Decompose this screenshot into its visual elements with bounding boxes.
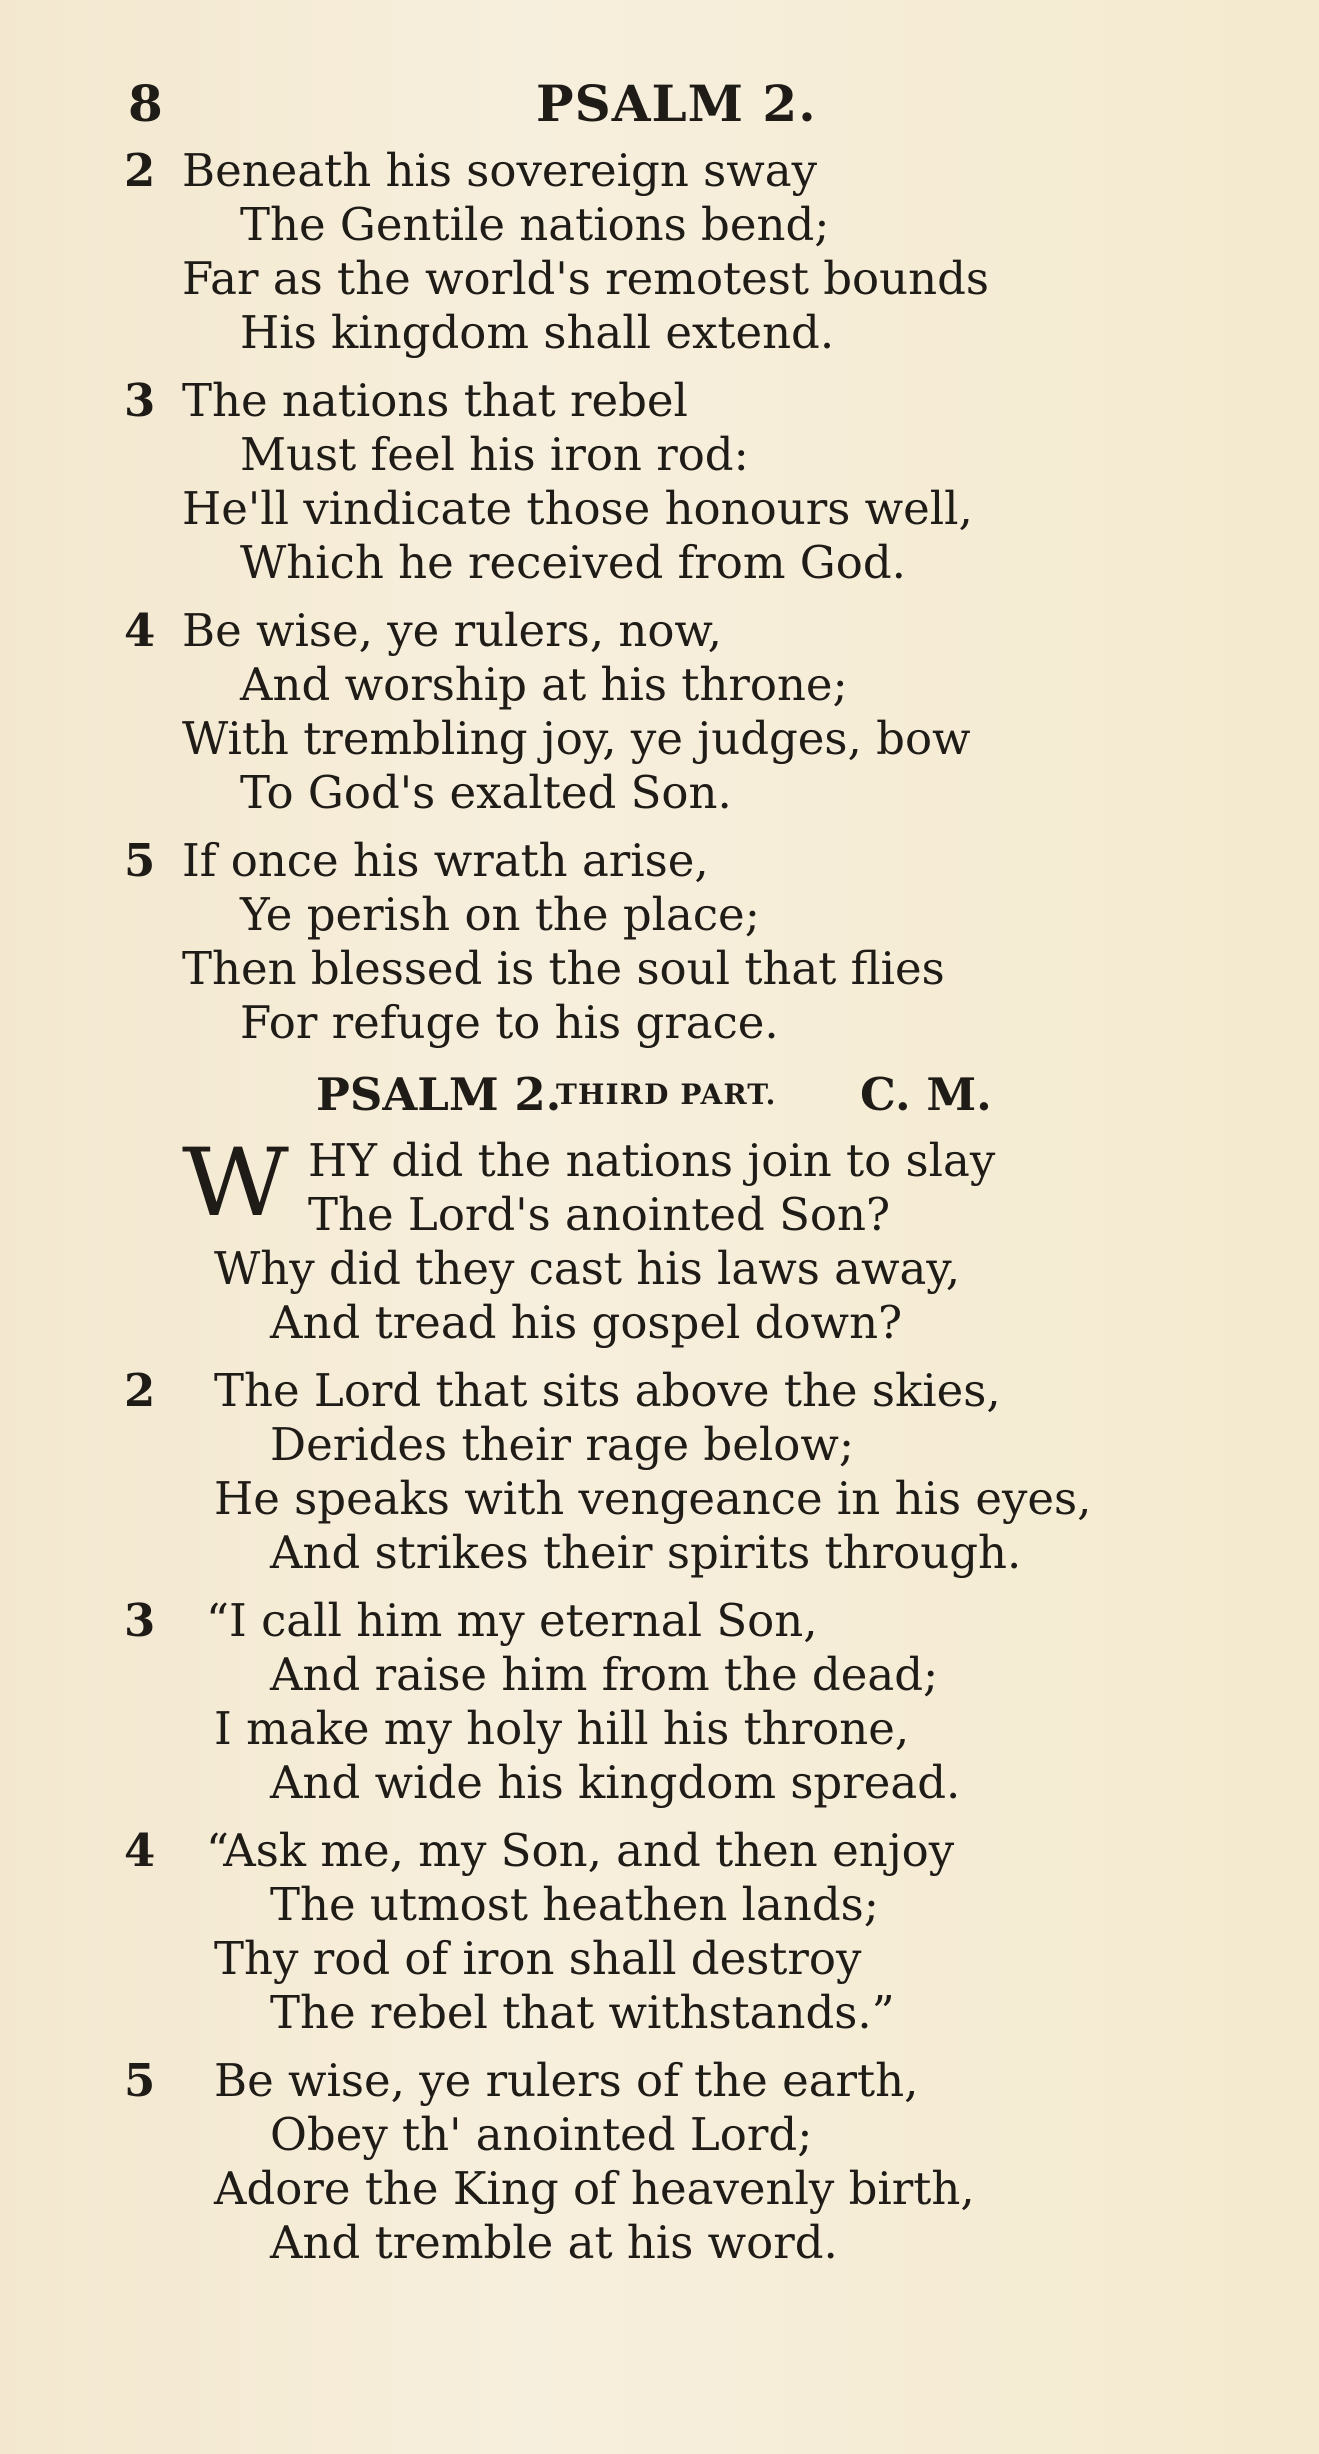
verse-line: Thy rod of iron shall destroy [214, 1932, 862, 1985]
verse-line: He speaks with vengeance in his eyes, [214, 1472, 1092, 1525]
verse-line: And tremble at his word. [270, 2216, 838, 2269]
stanza-number: 4 [124, 604, 156, 657]
verse-text: Beneath his sovereign sway [182, 144, 818, 197]
verse-line: And strikes their spirits through. [270, 1526, 1022, 1579]
verse-line: Obey th' anointed Lord; [270, 2108, 813, 2161]
page-header [0, 72, 1319, 136]
stanza [0, 144, 1319, 360]
verse-line: Ye perish on the place; [240, 888, 760, 941]
drop-cap: W [182, 1127, 289, 1238]
verse-line [0, 2054, 1319, 2108]
verse-line [0, 604, 1319, 658]
verse-line: And wide his kingdom spread. [270, 1756, 961, 1809]
verse-line [0, 1824, 1319, 1878]
verse-line: For refuge to his grace. [240, 996, 779, 1049]
verse-line: Far as the world's remotest bounds [182, 252, 989, 305]
stanza [0, 2054, 1319, 2270]
section-meter: C. M. [860, 1068, 992, 1121]
verse-line [0, 1364, 1319, 1418]
verse-line: Then blessed is the soul that flies [182, 942, 945, 995]
verse-line: And raise him from the dead; [270, 1648, 939, 1701]
stanza-number: 5 [124, 2054, 156, 2107]
running-head: PSALM 2. [536, 74, 817, 133]
stanza [0, 834, 1319, 1050]
stanza-number: 2 [124, 1364, 156, 1417]
verse-line [0, 1594, 1319, 1648]
verse-text: Be wise, ye rulers of the earth, [214, 2054, 919, 2107]
verse-line: The utmost heathen lands; [270, 1878, 879, 1931]
stanza [0, 1824, 1319, 2040]
stanza [0, 1364, 1319, 1580]
verse-line: The rebel that withstands.” [270, 1986, 895, 2039]
verse-line: With trembling joy, ye judges, bow [182, 712, 971, 765]
verse-line [0, 834, 1319, 888]
verse-line: Derides their rage below; [270, 1418, 855, 1471]
verse-text: The nations that rebel [182, 374, 688, 427]
verse-line: To God's exalted Son. [240, 766, 732, 819]
verse-text: If once his wrath arise, [182, 834, 709, 887]
stanza-number: 4 [124, 1824, 156, 1877]
section-subtitle: THIRD PART. [556, 1078, 777, 1111]
verse-line [0, 144, 1319, 198]
verse-line: Which he received from God. [240, 536, 906, 589]
opening-stanza [0, 1127, 1319, 1350]
verse-text: Be wise, ye rulers, now, [182, 604, 722, 657]
verse-line: I make my holy hill his throne, [214, 1702, 910, 1755]
section-title: PSALM 2. [316, 1068, 562, 1121]
verse-line: His kingdom shall extend. [240, 306, 835, 359]
stanza-number: 3 [124, 1594, 156, 1647]
stanza-number: 2 [124, 144, 156, 197]
stanza-number: 5 [124, 834, 156, 887]
verse-line: The Lord's anointed Son? [308, 1188, 891, 1241]
verse-line: Adore the King of heavenly birth, [214, 2162, 975, 2215]
verse-line: HY did the nations join to slay [308, 1134, 996, 1187]
verse-line: And worship at his throne; [240, 658, 848, 711]
verse-line [0, 374, 1319, 428]
stanza [0, 1594, 1319, 1810]
verse-text: The Lord that sits above the skies, [214, 1364, 1001, 1417]
verse-line: Why did they cast his laws away, [214, 1242, 961, 1295]
verse-text: “I call him my eternal Son, [206, 1594, 818, 1647]
verse-line: He'll vindicate those honours well, [182, 482, 973, 535]
section-heading [0, 1064, 1319, 1126]
page-number: 8 [128, 74, 163, 133]
verse-line: The Gentile nations bend; [240, 198, 830, 251]
verse-line: Must feel his iron rod: [240, 428, 749, 481]
stanza [0, 604, 1319, 820]
verse-line: And tread his gospel down? [270, 1296, 903, 1349]
stanza-number: 3 [124, 374, 156, 427]
verse-text: “Ask me, my Son, and then enjoy [206, 1824, 955, 1877]
stanza [0, 374, 1319, 590]
